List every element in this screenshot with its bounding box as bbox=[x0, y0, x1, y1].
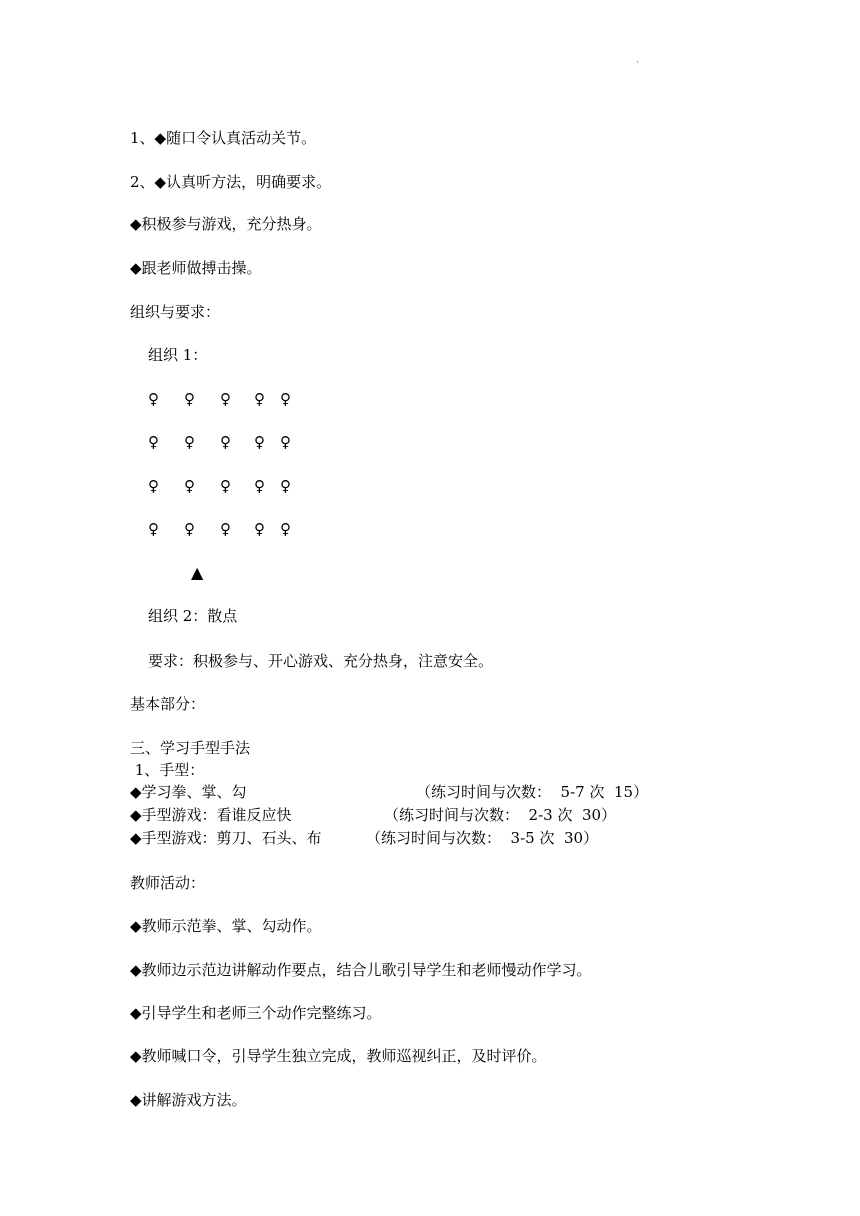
basic-part-heading: 基本部分： bbox=[130, 695, 206, 713]
student-figure-icon: ♀ bbox=[220, 433, 231, 451]
student-figure-icon: ♀ bbox=[148, 390, 159, 408]
student-figure-icon: ♀ bbox=[280, 477, 291, 495]
student-figure-icon: ♀ bbox=[148, 520, 159, 538]
practice-item-note: （练习时间与次数： 5-7 次 15） bbox=[416, 783, 649, 801]
teacher-activities-heading: 教师活动： bbox=[130, 874, 206, 892]
requirement-text: 要求：积极参与、开心游戏、充分热身，注意安全。 bbox=[148, 652, 494, 670]
student-figure-icon: ♀ bbox=[254, 433, 265, 451]
student-figure-icon: ♀ bbox=[280, 520, 291, 538]
student-figure-icon: ♀ bbox=[220, 477, 231, 495]
student-figure-icon: ♀ bbox=[184, 520, 195, 538]
practice-item bbox=[130, 782, 730, 802]
student-figure-icon: ♀ bbox=[280, 390, 291, 408]
header-mark: · bbox=[636, 58, 639, 68]
practice-item-note: （练习时间与次数： 2-3 次 30） bbox=[384, 806, 617, 824]
practice-item bbox=[130, 828, 730, 848]
teacher-activity-item: ◆教师喊口令，引导学生独立完成，教师巡视纠正，及时评价。 bbox=[130, 1047, 547, 1065]
organization-heading: 组织与要求： bbox=[130, 303, 221, 321]
teacher-activity-item: ◆讲解游戏方法。 bbox=[130, 1091, 247, 1109]
practice-item-name: ◆手型游戏：剪刀、石头、布 bbox=[130, 829, 322, 847]
subsection-title: 1、手型： bbox=[130, 761, 205, 779]
teacher-activity-item: ◆引导学生和老师三个动作完整练习。 bbox=[130, 1004, 382, 1022]
warmup-item-1: 1、◆随口令认真活动关节。 bbox=[130, 129, 317, 147]
practice-item-name: ◆手型游戏：看谁反应快 bbox=[130, 806, 292, 824]
student-figure-icon: ♀ bbox=[184, 390, 195, 408]
practice-item bbox=[130, 805, 730, 825]
warmup-item-4: ◆跟老师做搏击操。 bbox=[130, 259, 262, 277]
student-figure-icon: ♀ bbox=[148, 433, 159, 451]
student-figure-icon: ♀ bbox=[184, 477, 195, 495]
teacher-activity-item: ◆教师示范拳、掌、勾动作。 bbox=[130, 917, 322, 935]
student-figure-icon: ♀ bbox=[184, 433, 195, 451]
teacher-activity-item: ◆教师边示范边讲解动作要点，结合儿歌引导学生和老师慢动作学习。 bbox=[130, 961, 592, 979]
student-figure-icon: ♀ bbox=[280, 433, 291, 451]
warmup-item-2: 2、◆认真听方法，明确要求。 bbox=[130, 173, 332, 191]
student-figure-icon: ♀ bbox=[220, 390, 231, 408]
student-figure-icon: ♀ bbox=[148, 477, 159, 495]
organization-2-label: 组织 2：散点 bbox=[148, 607, 238, 625]
organization-1-label: 组织 1： bbox=[148, 346, 208, 364]
warmup-item-3: ◆积极参与游戏，充分热身。 bbox=[130, 215, 322, 233]
section-title: 三、学习手型手法 bbox=[130, 739, 251, 757]
practice-item-name: ◆学习拳、掌、勾 bbox=[130, 783, 247, 801]
student-figure-icon: ♀ bbox=[254, 520, 265, 538]
practice-item-note: （练习时间与次数： 3-5 次 30） bbox=[366, 829, 599, 847]
teacher-position-marker: ▲ bbox=[191, 563, 204, 582]
student-figure-icon: ♀ bbox=[254, 390, 265, 408]
student-figure-icon: ♀ bbox=[220, 520, 231, 538]
student-figure-icon: ♀ bbox=[254, 477, 265, 495]
